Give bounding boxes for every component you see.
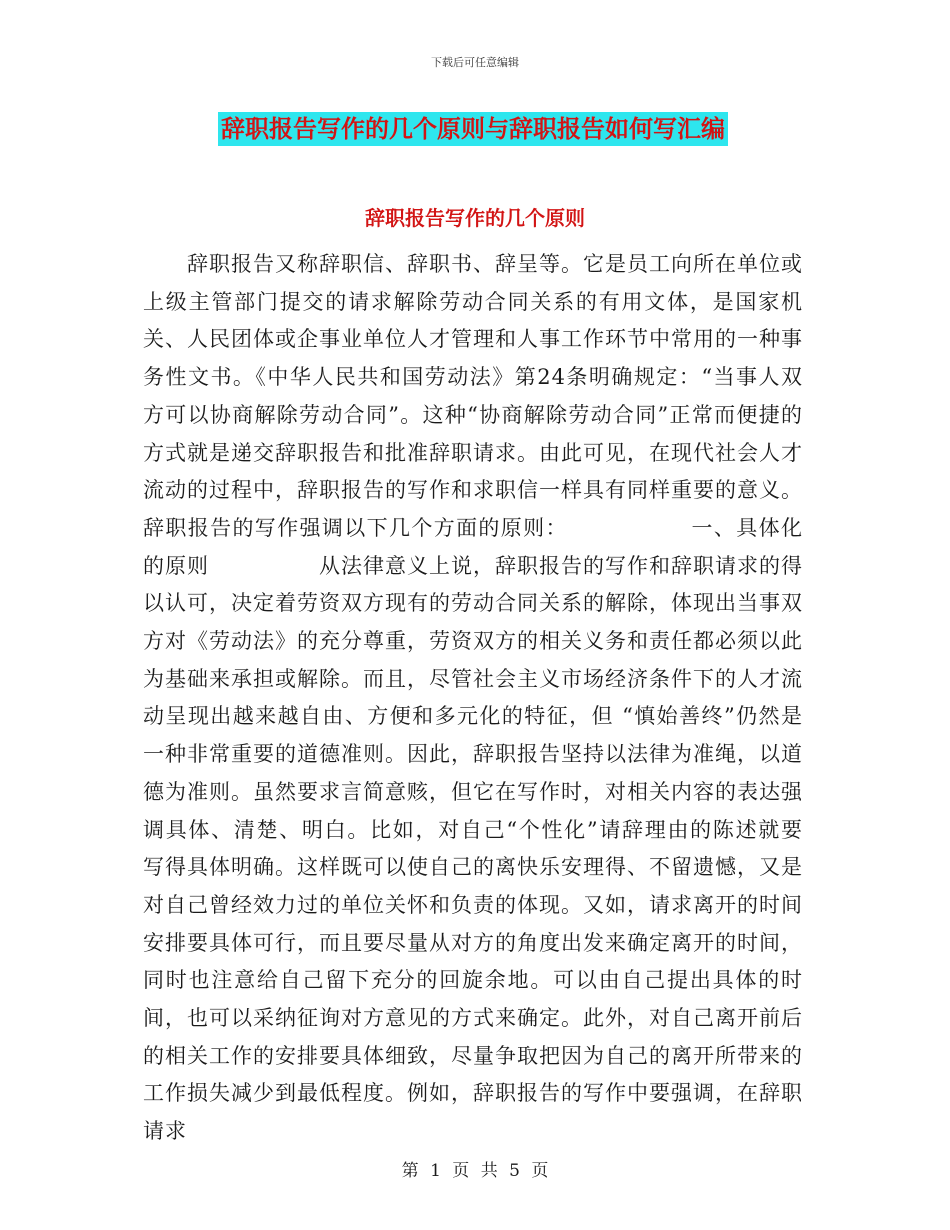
paragraph-principles: 辞职报告的写作强调以下几个方面的原则： 一、具体化的原则 从法律意义上说，辞职报告的写作和辞职请求的得以认可，决定着劳资双方现有的劳动合同关系的解除，体现出当事双方对《劳动法》的充分尊重，劳资双方的相关义务和责任都必须以此为基础来承担或解除。而且，尽管社会主义市场经济条件下的人才流动呈现出越来越自由、方便和多元化的特征，但 “慎始善终”仍然是一种非常重要的道德准则。因此，辞职报告坚持以法律为准绳，以道德为准则。虽然要求言简意赅，但它在写作时，对相关内容的表达强调具体、清楚、明白。比如，对自己“个性化”请辞理由的陈述就要写得具体明确。这样既可以使自己的离快乐安理得、不留遗憾，又是对自己曾经效力过的单位关怀和负责的体现。又如，请求离开的时间安排要具体可行，而且要尽量从对方的角度出发来确定离开的时间，同时也注意给自己留下充分的回旋余地。可以由自己提出具体的时间，也可以采纳征询对方意见的方式来确定。此外，对自己离开前后的相关工作的安排要具体细致，尽量争取把因为自己的离开所带来的工作损失减少到最低程度。例如，辞职报告的写作中要强调，在辞职请求	[143, 515, 803, 1144]
document-body	[143, 246, 803, 1151]
paragraph-intro: 辞职报告又称辞职信、辞职书、辞呈等。它是员工向所在单位或上级主管部门提交的请求解除劳动合同关系的有用文体，是国家机关、人民团体或企事业单位人才管理和人事工作环节中常用的一种事务性文书。《中华人民共和国劳动法》第24条明确规定：“当事人双方可以协商解除劳动合同”。这种“协商解除劳动合同”正常而便捷的方式就是递交辞职报告和批准辞职请求。由此可见，在现代社会人才流动的过程中，辞职报告的写作和求职信一样具有同样重要的意义。	[143, 252, 803, 503]
section-title: 辞职报告写作的几个原则	[365, 206, 585, 230]
header-note: 下载后可任意编辑	[431, 56, 519, 69]
document-title: 辞职报告写作的几个原则与辞职报告如何写汇编	[218, 112, 728, 146]
page-indicator: 第 1 页 共 5 页	[401, 1161, 549, 1181]
